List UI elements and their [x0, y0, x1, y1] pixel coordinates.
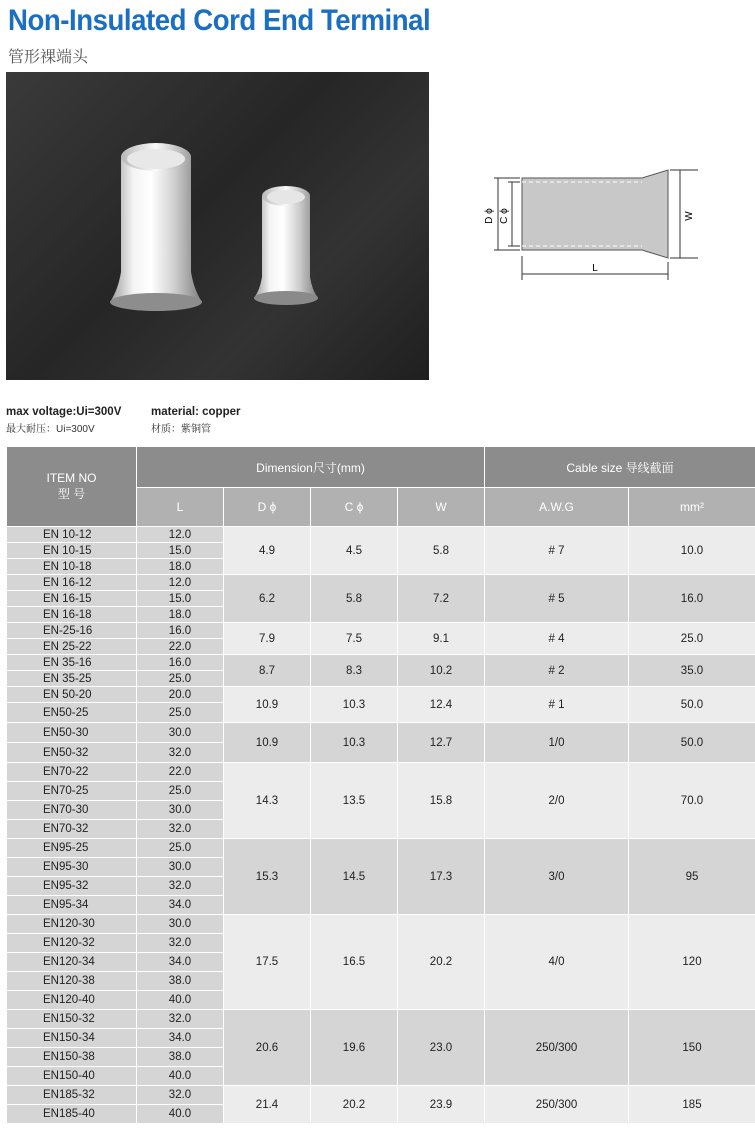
- c-cell: 5.8: [311, 575, 398, 623]
- w-cell: 12.7: [398, 723, 485, 763]
- length-cell: 25.0: [137, 671, 224, 687]
- length-cell: 38.0: [137, 972, 224, 991]
- length-cell: 40.0: [137, 991, 224, 1010]
- length-cell: 30.0: [137, 915, 224, 934]
- length-cell: 32.0: [137, 743, 224, 763]
- diagram-label-l: L: [592, 263, 598, 274]
- length-cell: 25.0: [137, 782, 224, 801]
- length-cell: 32.0: [137, 1086, 224, 1105]
- item-no-cell: EN120-30: [7, 915, 137, 934]
- d-cell: 10.9: [224, 687, 311, 723]
- w-cell: 12.4: [398, 687, 485, 723]
- awg-cell: # 1: [485, 687, 629, 723]
- c-cell: 16.5: [311, 915, 398, 1010]
- material-en: material: copper: [151, 406, 241, 418]
- diagram-label-w: W: [684, 211, 695, 221]
- item-no-cell: EN 50-20: [7, 687, 137, 703]
- w-cell: 9.1: [398, 623, 485, 655]
- c-cell: 10.3: [311, 723, 398, 763]
- length-cell: 34.0: [137, 953, 224, 972]
- w-cell: 7.2: [398, 575, 485, 623]
- item-no-cell: EN 25-22: [7, 639, 137, 655]
- item-no-cell: EN-25-16: [7, 623, 137, 639]
- table-row: [7, 915, 755, 934]
- length-cell: 25.0: [137, 839, 224, 858]
- header-c: C ϕ: [311, 488, 398, 527]
- item-no-cell: EN150-38: [7, 1048, 137, 1067]
- material-cn: 材质：紫铜管: [151, 424, 211, 435]
- table-row: [7, 575, 755, 591]
- product-photo: [6, 72, 429, 380]
- page-title: Non-Insulated Cord End Terminal: [8, 4, 431, 37]
- c-cell: 20.2: [311, 1086, 398, 1124]
- diagram-label-d: D ϕ: [484, 208, 495, 224]
- d-cell: 20.6: [224, 1010, 311, 1086]
- c-cell: 13.5: [311, 763, 398, 839]
- item-no-cell: EN150-34: [7, 1029, 137, 1048]
- page-subtitle: 管形裸端头: [8, 49, 89, 66]
- awg-cell: 250/300: [485, 1086, 629, 1124]
- header-item-no: [7, 447, 137, 527]
- item-no-cell: EN70-30: [7, 801, 137, 820]
- awg-cell: # 4: [485, 623, 629, 655]
- spec-table: [6, 446, 755, 1124]
- awg-cell: 4/0: [485, 915, 629, 1010]
- length-cell: 12.0: [137, 575, 224, 591]
- length-cell: 20.0: [137, 687, 224, 703]
- item-no-cell: EN 35-25: [7, 671, 137, 687]
- mm-cell: 150: [629, 1010, 755, 1086]
- mm-cell: 50.0: [629, 723, 755, 763]
- awg-cell: 3/0: [485, 839, 629, 915]
- d-cell: 6.2: [224, 575, 311, 623]
- item-no-cell: EN95-30: [7, 858, 137, 877]
- c-cell: 10.3: [311, 687, 398, 723]
- item-no-cell: EN120-38: [7, 972, 137, 991]
- d-cell: 21.4: [224, 1086, 311, 1124]
- length-cell: 16.0: [137, 623, 224, 639]
- diagram-label-c: C ϕ: [499, 208, 510, 224]
- header-d: D ϕ: [224, 488, 311, 527]
- header-item-cn: 型 号: [57, 487, 86, 501]
- awg-cell: 2/0: [485, 763, 629, 839]
- item-no-cell: EN 16-12: [7, 575, 137, 591]
- item-no-cell: EN95-32: [7, 877, 137, 896]
- mm-cell: 10.0: [629, 527, 755, 575]
- mm-cell: 16.0: [629, 575, 755, 623]
- item-no-cell: EN 10-15: [7, 543, 137, 559]
- length-cell: 34.0: [137, 896, 224, 915]
- w-cell: 23.9: [398, 1086, 485, 1124]
- length-cell: 16.0: [137, 655, 224, 671]
- w-cell: 23.0: [398, 1010, 485, 1086]
- item-no-cell: EN150-40: [7, 1067, 137, 1086]
- d-cell: 14.3: [224, 763, 311, 839]
- header-cable-size: Cable size 导线截面: [485, 447, 755, 488]
- length-cell: 32.0: [137, 820, 224, 839]
- length-cell: 12.0: [137, 527, 224, 543]
- item-no-cell: EN 10-18: [7, 559, 137, 575]
- length-cell: 30.0: [137, 723, 224, 743]
- material-spec: [151, 406, 240, 435]
- length-cell: 30.0: [137, 858, 224, 877]
- item-no-cell: EN 10-12: [7, 527, 137, 543]
- awg-cell: 1/0: [485, 723, 629, 763]
- item-no-cell: EN70-32: [7, 820, 137, 839]
- mm-cell: 35.0: [629, 655, 755, 687]
- table-row: [7, 763, 755, 782]
- length-cell: 40.0: [137, 1105, 224, 1124]
- mm-cell: 50.0: [629, 687, 755, 723]
- c-cell: 4.5: [311, 527, 398, 575]
- mm-cell: 120: [629, 915, 755, 1010]
- length-cell: 34.0: [137, 1029, 224, 1048]
- d-cell: 17.5: [224, 915, 311, 1010]
- voltage-spec: [6, 406, 121, 435]
- mm-cell: 25.0: [629, 623, 755, 655]
- awg-cell: # 2: [485, 655, 629, 687]
- item-no-cell: EN120-40: [7, 991, 137, 1010]
- table-row: [7, 623, 755, 639]
- item-no-cell: EN95-25: [7, 839, 137, 858]
- voltage-en: max voltage:Ui=300V: [6, 406, 122, 418]
- w-cell: 17.3: [398, 839, 485, 915]
- mm-cell: 95: [629, 839, 755, 915]
- table-row: [7, 687, 755, 703]
- mm-cell: 185: [629, 1086, 755, 1124]
- awg-cell: # 5: [485, 575, 629, 623]
- item-no-cell: EN 16-15: [7, 591, 137, 607]
- item-no-cell: EN120-32: [7, 934, 137, 953]
- w-cell: 5.8: [398, 527, 485, 575]
- length-cell: 25.0: [137, 703, 224, 723]
- table-row: [7, 1086, 755, 1105]
- table-row: [7, 1010, 755, 1029]
- length-cell: 32.0: [137, 1010, 224, 1029]
- item-no-cell: EN185-32: [7, 1086, 137, 1105]
- item-no-cell: EN70-25: [7, 782, 137, 801]
- length-cell: 22.0: [137, 639, 224, 655]
- header-dimension: Dimension尺寸(mm): [137, 447, 485, 488]
- awg-cell: # 7: [485, 527, 629, 575]
- w-cell: 20.2: [398, 915, 485, 1010]
- item-no-cell: EN185-40: [7, 1105, 137, 1124]
- table-row: [7, 655, 755, 671]
- d-cell: 8.7: [224, 655, 311, 687]
- d-cell: 10.9: [224, 723, 311, 763]
- length-cell: 22.0: [137, 763, 224, 782]
- item-no-cell: EN 16-18: [7, 607, 137, 623]
- length-cell: 18.0: [137, 559, 224, 575]
- d-cell: 7.9: [224, 623, 311, 655]
- length-cell: 30.0: [137, 801, 224, 820]
- d-cell: 4.9: [224, 527, 311, 575]
- item-no-cell: EN150-32: [7, 1010, 137, 1029]
- item-no-cell: EN120-34: [7, 953, 137, 972]
- table-row: [7, 527, 755, 543]
- table-row: [7, 723, 755, 743]
- header-item-en: ITEM NO: [46, 471, 97, 485]
- awg-cell: 250/300: [485, 1010, 629, 1086]
- length-cell: 15.0: [137, 591, 224, 607]
- c-cell: 7.5: [311, 623, 398, 655]
- mm-cell: 70.0: [629, 763, 755, 839]
- item-no-cell: EN50-32: [7, 743, 137, 763]
- header-l: L: [137, 488, 224, 527]
- item-no-cell: EN 35-16: [7, 655, 137, 671]
- length-cell: 32.0: [137, 934, 224, 953]
- d-cell: 15.3: [224, 839, 311, 915]
- item-no-cell: EN50-25: [7, 703, 137, 723]
- length-cell: 15.0: [137, 543, 224, 559]
- table-row: [7, 839, 755, 858]
- table-body: [7, 527, 755, 1124]
- header-awg: A.W.G: [485, 488, 629, 527]
- item-no-cell: EN70-22: [7, 763, 137, 782]
- item-no-cell: EN95-34: [7, 896, 137, 915]
- c-cell: 14.5: [311, 839, 398, 915]
- header-w: W: [398, 488, 485, 527]
- c-cell: 8.3: [311, 655, 398, 687]
- length-cell: 40.0: [137, 1067, 224, 1086]
- terminal-dimension-diagram: [470, 160, 710, 290]
- length-cell: 18.0: [137, 607, 224, 623]
- length-cell: 38.0: [137, 1048, 224, 1067]
- length-cell: 32.0: [137, 877, 224, 896]
- w-cell: 15.8: [398, 763, 485, 839]
- item-no-cell: EN50-30: [7, 723, 137, 743]
- voltage-cn: 最大耐压：Ui=300V: [6, 424, 95, 435]
- w-cell: 10.2: [398, 655, 485, 687]
- header-mm2: mm²: [629, 488, 755, 527]
- c-cell: 19.6: [311, 1010, 398, 1086]
